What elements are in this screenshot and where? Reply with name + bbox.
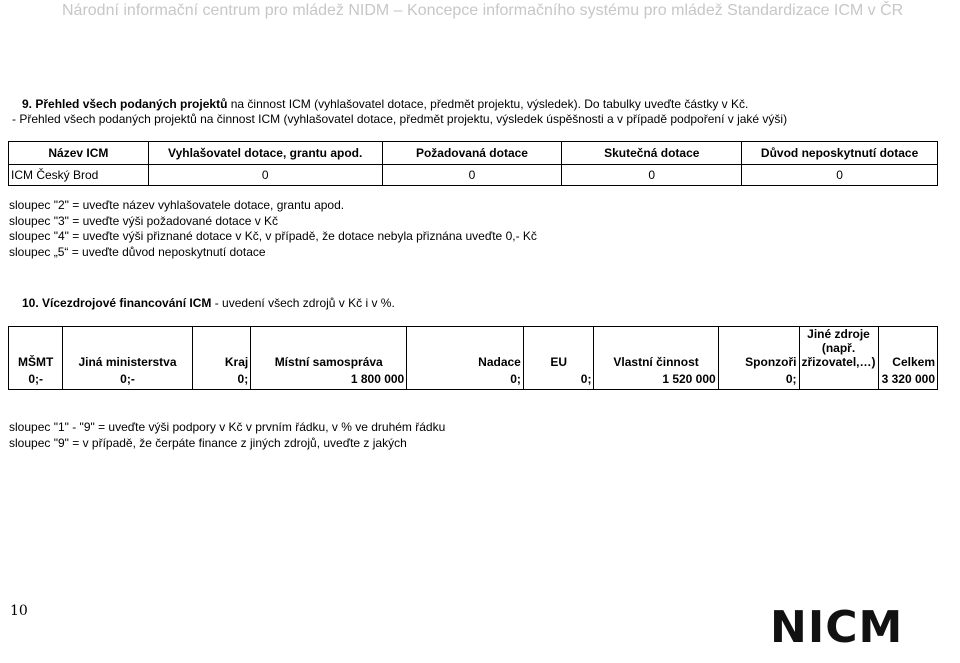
header-cell: MŠMT	[9, 327, 63, 370]
section-9-title	[22, 97, 748, 111]
table-cell: 0;-	[63, 369, 192, 390]
header-cell: EU	[523, 327, 594, 370]
header-text: Národní informační centrum pro mládež NIDM – Koncepce informačního systému pro mládež Standardizace ICM v ČR	[62, 2, 904, 19]
section-9-notes	[9, 198, 537, 260]
header-cell: Celkem	[878, 327, 937, 370]
note-line: sloupec "3" = uveďte výši požadované dotace v Kč	[9, 213, 279, 228]
header-cell: Jiná ministerstva	[63, 327, 192, 370]
table-cell: 0;	[523, 369, 594, 390]
table-cell: 0	[382, 165, 562, 186]
financing-table	[8, 326, 938, 390]
table-cell	[799, 369, 878, 390]
table-cell: 0;	[407, 369, 524, 390]
header-cell: Jiné zdroje (např. zřizovatel,…)	[799, 327, 878, 370]
grant-table-header	[9, 142, 938, 165]
section-9-title-rest: na činnost ICM (vyhlašovatel dotace, předmět projektu, výsledek). Do tabulky uveďte částky v Kč.	[227, 97, 749, 111]
section-10-title-bold: 10. Vícezdrojové financování ICM	[22, 296, 212, 310]
header-cell: Sponzoři	[718, 327, 799, 370]
note-line: sloupec "1" - "9" = uveďte výši podpory v Kč v prvním řádku, v % ve druhém řádku	[9, 420, 446, 434]
header-cell: Název ICM	[9, 142, 149, 165]
section-10-notes	[9, 420, 445, 451]
section-10-title	[22, 296, 395, 310]
table-cell: 0;-	[9, 369, 63, 390]
note-line: sloupec "4" = uveďte výši přiznané dotace v Kč, v případě, že dotace nebyla přiznána uveďte 0,- Kč	[9, 229, 537, 244]
table-cell: 0	[742, 165, 938, 186]
logo-text: NICM	[770, 602, 904, 653]
table-cell: ICM Český Brod	[9, 165, 149, 186]
header-cell: Místní samospráva	[251, 327, 407, 370]
table-cell: 3 320 000	[878, 369, 937, 390]
table-cell: 1 800 000	[251, 369, 407, 390]
section-9-subtitle: - Přehled všech podaných projektů na činnost ICM (vyhlašovatel dotace, předmět projektu, výsledek úspěšnosti a v případě podpoření v jaké výši)	[12, 112, 788, 126]
header-cell: Nadace	[407, 327, 524, 370]
header-cell: Důvod neposkytnutí dotace	[742, 142, 938, 165]
table-row	[9, 165, 938, 186]
grant-table	[8, 141, 938, 186]
header-cell: Vyhlašovatel dotace, grantu apod.	[148, 142, 382, 165]
table-cell: 0;	[192, 369, 251, 390]
table-cell: 0;	[718, 369, 799, 390]
note-line: sloupec "9" = v případě, že čerpáte finance z jiných zdrojů, uveďte z jakých	[9, 435, 407, 450]
header-cell: Vlastní činnost	[594, 327, 718, 370]
header-cell: Kraj	[192, 327, 251, 370]
section-9-title-bold: 9. Přehled všech podaných projektů	[22, 97, 228, 111]
note-line: sloupec "2" = uveďte název vyhlašovatele dotace, grantu apod.	[9, 198, 345, 212]
table-row	[9, 369, 938, 390]
header-cell: Skutečná dotace	[562, 142, 742, 165]
nicm-logo	[770, 602, 903, 653]
table-cell: 0	[148, 165, 382, 186]
table-cell: 1 520 000	[594, 369, 718, 390]
financing-table-header	[9, 327, 938, 370]
page-number: 10	[10, 603, 28, 619]
page-header	[0, 0, 960, 24]
table-cell: 0	[562, 165, 742, 186]
section-10-title-rest: - uvedení všech zdrojů v Kč i v %.	[211, 296, 395, 310]
header-cell: Požadovaná dotace	[382, 142, 562, 165]
note-line: sloupec „5“ = uveďte důvod neposkytnutí dotace	[9, 244, 266, 259]
